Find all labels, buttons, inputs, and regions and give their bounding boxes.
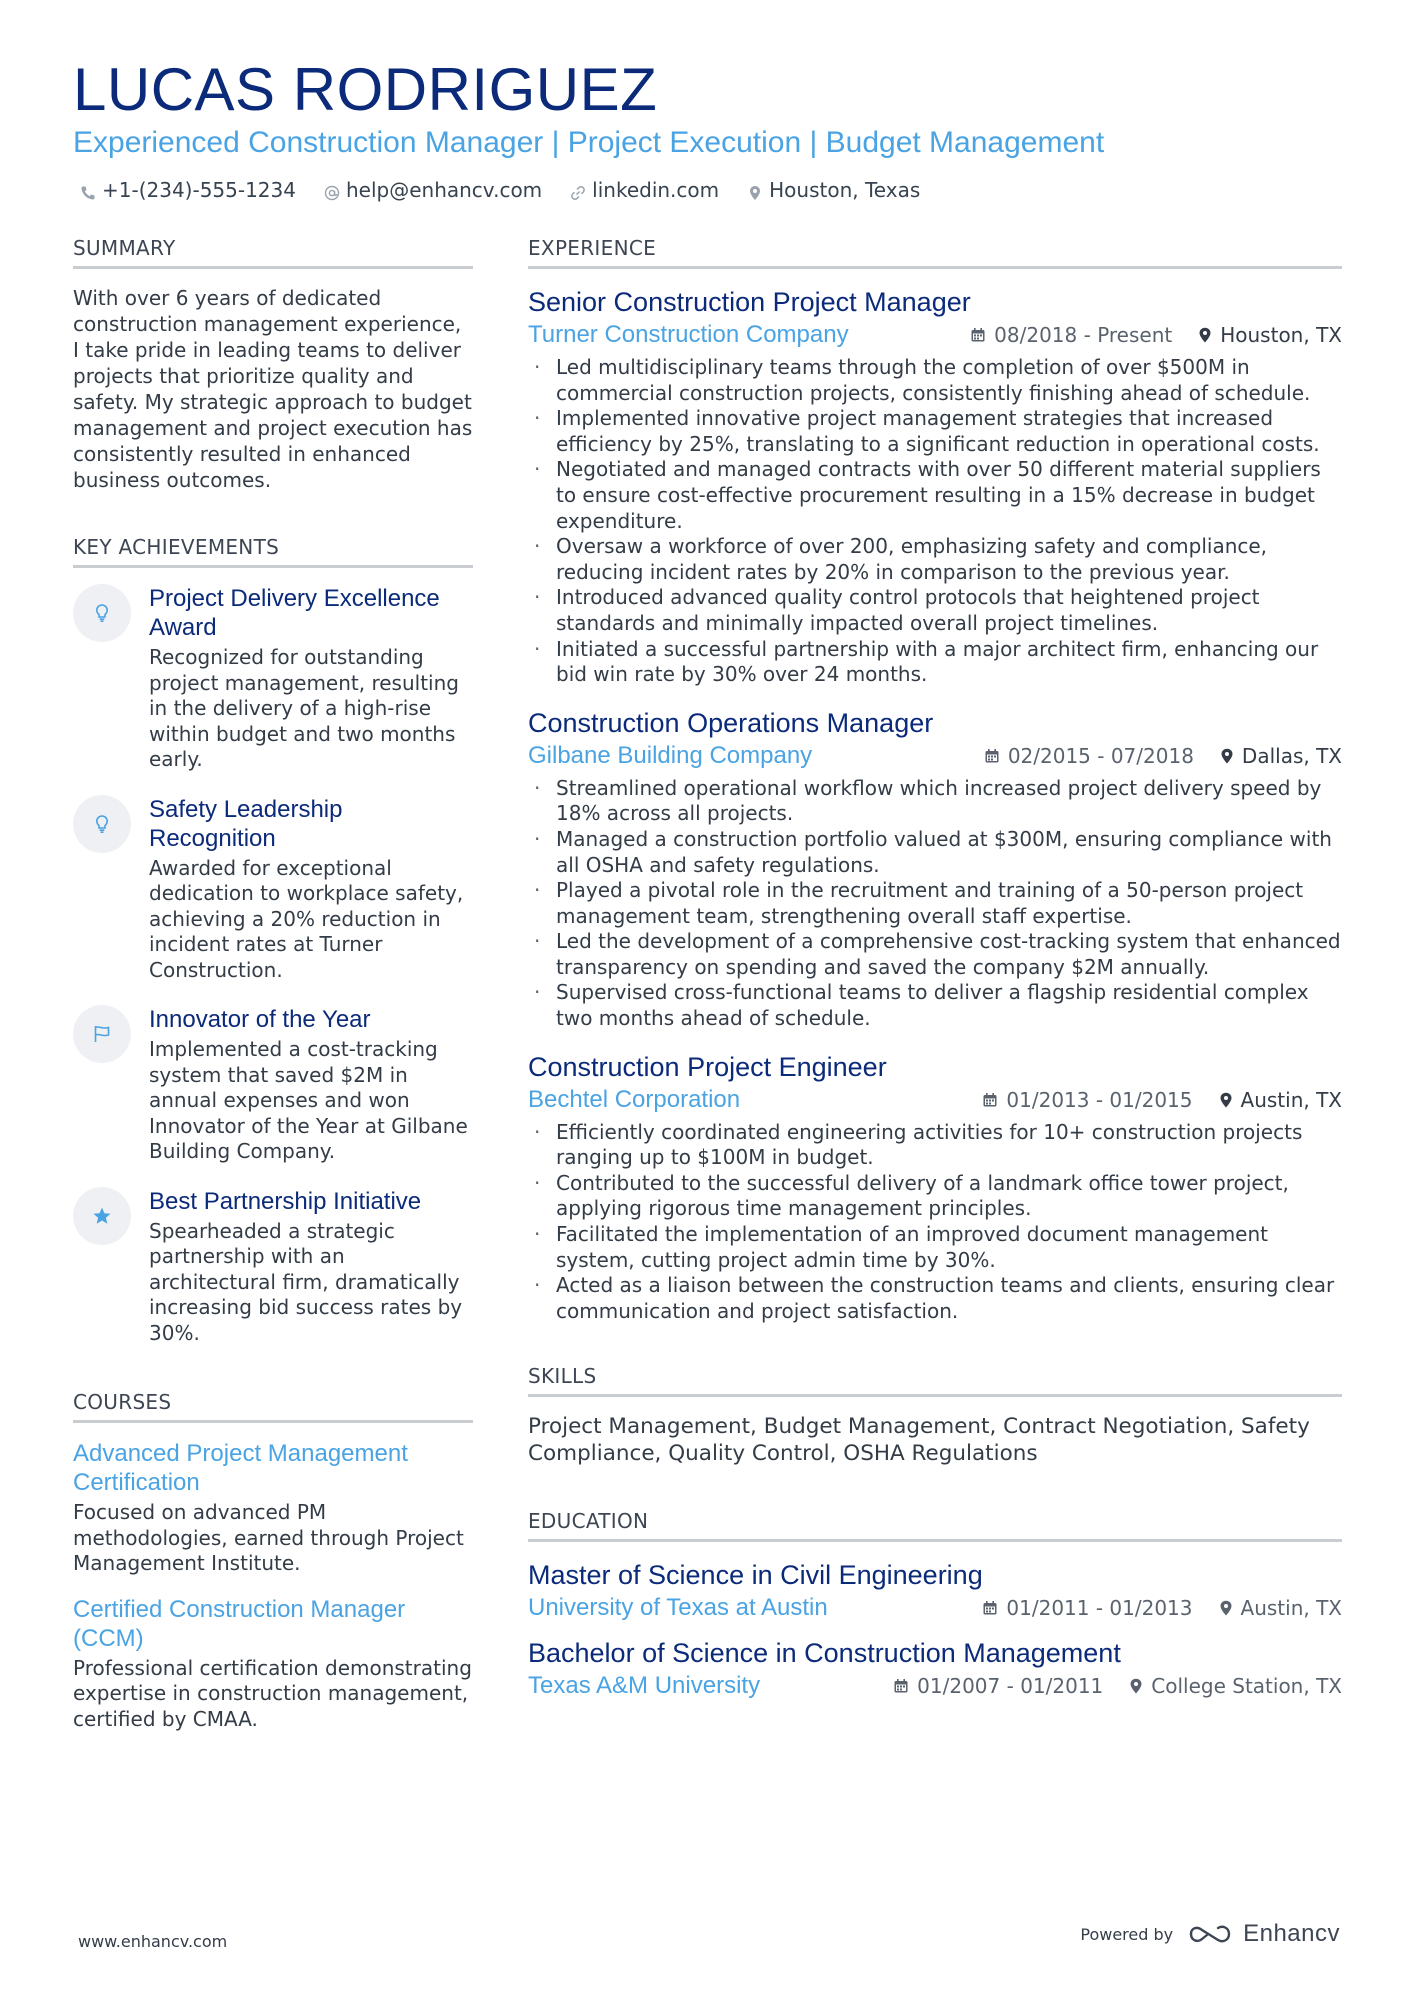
achievement-title: Best Partnership Initiative: [149, 1187, 422, 1215]
job-bullet: · Implemented innovative project management strategies that increased efficiency by 25%, translating to a significant reduction in operational costs.: [528, 406, 1342, 457]
job-bullet: · Facilitated the implementation of an improved document management system, cutting project admin time by 30%.: [528, 1222, 1342, 1273]
job-bullet: · Streamlined operational workflow which increased project delivery speed by 18% across all projects.: [528, 776, 1342, 827]
job-bullet: · Negotiated and managed contracts with over 50 different material suppliers to ensure cost-effective procurement resulting in a 15% decrease in budget expenditure.: [528, 457, 1342, 534]
achievement-body: [149, 1005, 473, 1165]
job-dates-text: 01/2013 - 01/2015: [1006, 1087, 1193, 1112]
job-dates: [970, 323, 1172, 347]
job-location: [1198, 323, 1342, 347]
achievements-heading: KEY ACHIEVEMENTS: [73, 535, 473, 568]
job-bullet: · Acted as a liaison between the construction teams and clients, ensuring clear communication and project satisfaction.: [528, 1273, 1342, 1324]
achievement-body: [149, 1187, 473, 1347]
left-column: [73, 236, 473, 1750]
achievement-title: Project Delivery Excellence Award: [149, 585, 440, 641]
job-entry: [528, 706, 1342, 1032]
job-entry: [528, 1050, 1342, 1325]
achievement-item: [73, 1005, 473, 1165]
job-company: Turner Construction Company: [528, 321, 849, 348]
location-pin-icon: [1219, 1092, 1233, 1108]
contact-email: [324, 178, 542, 202]
education-location-text: College Station, TX: [1151, 1674, 1342, 1699]
location-pin-icon: [1198, 327, 1212, 343]
job-company: Gilbane Building Company: [528, 741, 813, 769]
job-meta: [528, 742, 1342, 770]
linkedin-text[interactable]: linkedin.com: [592, 178, 720, 202]
email-text[interactable]: help@enhancv.com: [345, 178, 543, 202]
course-title: Certified Construction Manager (CCM): [73, 1595, 406, 1652]
education-degree: Bachelor of Science in Construction Management: [528, 1638, 1121, 1669]
job-company: Bechtel Corporation: [528, 1085, 741, 1113]
job-bullet: · Supervised cross-functional teams to deliver a flagship residential complex two months ahead of schedule.: [528, 980, 1342, 1031]
location-pin-icon: [1219, 1600, 1233, 1616]
job-bullet: · Managed a construction portfolio valued at $300M, ensuring compliance with all OSHA and safety regulations.: [528, 827, 1342, 878]
education-details: [893, 1674, 1342, 1698]
at-icon: [324, 182, 340, 198]
education-dates: [982, 1596, 1192, 1620]
brand-name: Enhancv: [1243, 1920, 1340, 1947]
course-desc: Focused on advanced PM methodologies, earned through Project Management Institute.: [73, 1500, 464, 1575]
skills-heading: SKILLS: [528, 1364, 1342, 1397]
job-bullet: · Introduced advanced quality control protocols that heightened project standards and minimally impacted overall project timelines.: [528, 585, 1342, 636]
job-dates-text: 08/2018 - Present: [994, 323, 1173, 347]
lightbulb-icon: [73, 584, 131, 642]
education-dates: [893, 1674, 1103, 1698]
contact-linkedin: [570, 178, 719, 202]
achievement-desc: Awarded for exceptional dedication to workplace safety, achieving a 20% reduction in incident rates at Turner Construction.: [149, 855, 464, 982]
education-location: [1129, 1674, 1342, 1698]
achievement-body: [149, 584, 473, 773]
education-location-text: Austin, TX: [1240, 1596, 1342, 1621]
calendar-icon: [984, 748, 1000, 764]
job-bullet: · Contributed to the successful delivery of a landmark office tower project, applying rigorous time management principles.: [528, 1171, 1342, 1222]
job-dates: [984, 744, 1194, 768]
job-bullet: · Efficiently coordinated engineering activities for 10+ construction projects ranging up to $100M in budget.: [528, 1120, 1342, 1171]
right-column: [528, 236, 1342, 1714]
courses-heading: COURSES: [73, 1390, 473, 1423]
education-heading: EDUCATION: [528, 1509, 1342, 1542]
job-title: Senior Construction Project Manager: [528, 287, 971, 317]
education-meta: [528, 1594, 1342, 1622]
location-text: Houston, Texas: [769, 178, 921, 202]
job-bullet: · Played a pivotal role in the recruitment and training of a 50-person project management team, strengthening overall staff expertise.: [528, 878, 1342, 929]
education-entry: [528, 1636, 1342, 1700]
course-desc: Professional certification demonstrating expertise in construction management, certified by CMAA.: [73, 1655, 472, 1731]
experience-heading: EXPERIENCE: [528, 236, 1342, 269]
calendar-icon: [970, 327, 986, 343]
candidate-name: LUCAS RODRIGUEZ: [73, 56, 658, 123]
job-location-text: Houston, TX: [1220, 323, 1342, 347]
achievement-desc: Implemented a cost-tracking system that saved $2M in annual expenses and won Innovator of the Year at Gilbane Building Company.: [149, 1037, 468, 1163]
job-entry: [528, 285, 1342, 688]
footer-website[interactable]: www.enhancv.com: [78, 1932, 228, 1951]
education-school: Texas A&M University: [528, 1672, 761, 1700]
education-entry: [528, 1558, 1342, 1622]
achievement-title: Safety Leadership Recognition: [149, 795, 343, 852]
education-meta: [528, 1672, 1342, 1700]
achievement-title: Innovator of the Year: [149, 1006, 371, 1033]
course-title: Advanced Project Management Certification: [73, 1440, 408, 1496]
job-bullet: · Led multidisciplinary teams through the completion of over $500M in commercial construction projects, consistently finishing ahead of schedule.: [528, 355, 1342, 406]
phone-text[interactable]: +1-(234)-555-1234: [102, 178, 296, 202]
course-item: [73, 1439, 473, 1577]
education-degree: Master of Science in Civil Engineering: [528, 1560, 983, 1591]
contact-bar: [80, 178, 920, 202]
job-dates: [982, 1088, 1192, 1112]
location-pin-icon: [1129, 1678, 1143, 1694]
achievement-body: [149, 795, 473, 984]
summary-heading: SUMMARY: [73, 236, 473, 269]
headline: Experienced Construction Manager | Project Execution | Budget Management: [73, 126, 1105, 159]
phone-icon: [80, 182, 96, 198]
calendar-icon: [893, 1678, 909, 1694]
job-details: [984, 744, 1342, 768]
education-details: [982, 1596, 1342, 1620]
link-icon: [570, 182, 586, 198]
job-bullets: [528, 776, 1342, 1032]
job-details: [982, 1088, 1342, 1112]
education-location: [1219, 1596, 1342, 1620]
job-bullet: · Led the development of a comprehensive cost-tracking system that enhanced transparency on spending and saved the company $2M annually.: [528, 929, 1342, 980]
enhancv-logo-icon: [1187, 1922, 1233, 1946]
course-item: [73, 1595, 473, 1733]
achievement-item: [73, 795, 473, 984]
star-icon: [73, 1187, 131, 1245]
footer-branding: [1080, 1920, 1340, 1948]
achievement-desc: Spearheaded a strategic partnership with an architectural firm, dramatically increasing bid success rates by 30%.: [149, 1218, 463, 1345]
job-title: Construction Project Engineer: [528, 1051, 887, 1082]
job-bullet: · Oversaw a workforce of over 200, emphasizing safety and compliance, reducing incident rates by 20% in comparison to the previous year.: [528, 534, 1342, 585]
lightbulb-icon: [73, 795, 131, 853]
job-location-text: Dallas, TX: [1241, 743, 1342, 768]
calendar-icon: [982, 1600, 998, 1616]
education-dates-text: 01/2011 - 01/2013: [1006, 1596, 1193, 1621]
job-meta: [528, 1086, 1342, 1114]
achievement-item: [73, 1187, 473, 1347]
achievement-item: [73, 584, 473, 773]
flag-icon: [73, 1005, 131, 1063]
job-location: [1220, 744, 1342, 768]
powered-by-label: Powered by: [1080, 1924, 1174, 1944]
job-location: [1219, 1088, 1342, 1112]
contact-phone: [80, 178, 296, 202]
skills-text: Project Management, Budget Management, Contract Negotiation, Safety Compliance, Quality Control, OSHA Regulations: [528, 1414, 1310, 1467]
job-meta: [528, 321, 1342, 349]
education-dates-text: 01/2007 - 01/2011: [917, 1674, 1104, 1699]
calendar-icon: [982, 1092, 998, 1108]
education-school: University of Texas at Austin: [528, 1594, 828, 1622]
job-bullet: · Initiated a successful partnership with a major architect firm, enhancing our bid win rate by 30% over 24 months.: [528, 637, 1342, 688]
job-dates-text: 02/2015 - 07/2018: [1007, 743, 1194, 768]
location-pin-icon: [747, 182, 763, 198]
brand-logo[interactable]: [1187, 1920, 1340, 1948]
job-bullets: [528, 1120, 1342, 1325]
job-location-text: Austin, TX: [1240, 1087, 1342, 1112]
job-details: [970, 323, 1342, 347]
contact-location: [747, 178, 920, 202]
location-pin-icon: [1220, 748, 1234, 764]
achievement-desc: Recognized for outstanding project management, resulting in the delivery of a high-rise within budget and two months early.: [149, 645, 459, 771]
job-title: Construction Operations Manager: [528, 707, 934, 738]
job-bullets: [528, 355, 1342, 688]
summary-text: With over 6 years of dedicated construction management experience, I take pride in leading teams to deliver projects that prioritize quality and safety. My strategic approach to budget management and project execution has consistently resulted in enhanced business outcomes.: [73, 286, 473, 492]
